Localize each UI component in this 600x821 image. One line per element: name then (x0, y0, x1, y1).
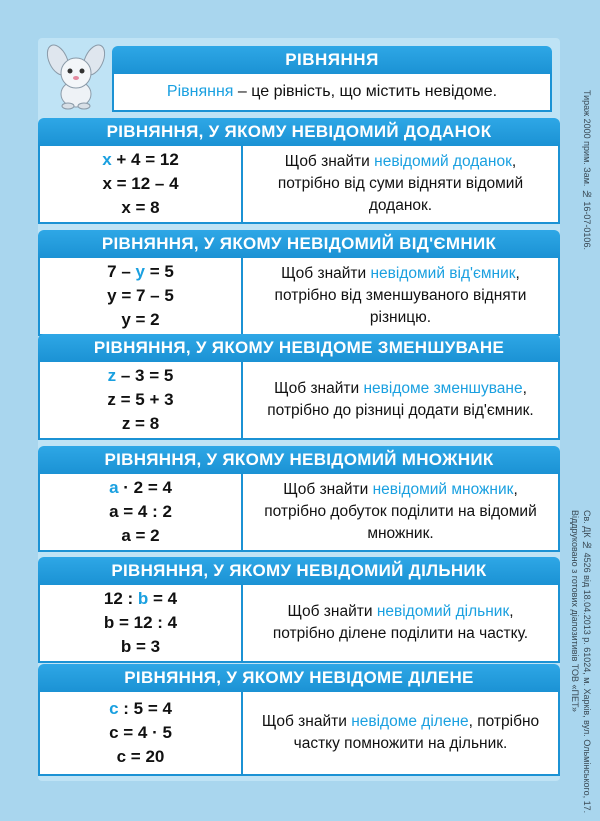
rule-term: невідомий доданок (374, 153, 512, 170)
equation-line: x + 4 = 12 (102, 150, 179, 169)
rule-text: Щоб знайти невідомий дільник, потрібно ділене поділити на частку. (272, 603, 529, 642)
equation-line: y = 7 – 5 (107, 286, 174, 305)
equation-steps (40, 692, 243, 774)
section-unknown-addend (38, 118, 560, 224)
equation-line: b = 3 (120, 637, 161, 656)
imprint-license: Св. ДК № 4526 від 18.04.2013 р. 61024, м. Харків, вул. Ольмінського, 17. (582, 510, 592, 814)
equation-line: b = 12 : 4 (103, 613, 178, 632)
equation-line: c = 20 (116, 747, 165, 766)
section-title: РІВНЯННЯ, У ЯКОМУ НЕВІДОМЕ ЗМЕНШУВАНЕ (38, 334, 560, 362)
equation-line: z = 5 + 3 (107, 390, 174, 409)
definition-text: – це рівність, що містить невідоме. (233, 83, 498, 100)
imprint-printer: Віддруковано з готових діапозитивів ТОВ «ПЕТ» (570, 510, 580, 713)
rule-term: невідомий дільник (376, 603, 510, 620)
section-title: РІВНЯННЯ, У ЯКОМУ НЕВІДОМИЙ ДІЛЬНИК (38, 557, 560, 585)
bunny-mascot-image (44, 40, 108, 110)
rule-term: невідоме зменшуване (363, 380, 523, 397)
equation-line: c = 4 · 5 (109, 723, 172, 742)
definition-term: Рівняння (166, 83, 234, 100)
section-title: РІВНЯННЯ, У ЯКОМУ НЕВІДОМИЙ ВІД'ЄМНИК (38, 230, 560, 258)
equation-steps (40, 362, 243, 438)
section-title: РІВНЯННЯ, У ЯКОМУ НЕВІДОМИЙ МНОЖНИК (38, 446, 560, 474)
imprint (570, 90, 596, 814)
equation-line: a · 2 = 4 (109, 478, 172, 497)
equation-line: y = 2 (121, 310, 160, 329)
section-unknown-subtrahend (38, 230, 560, 336)
rule-text: Щоб знайти невідоме зменшуване, потрібно до різниці додати від'ємник. (267, 380, 534, 419)
equation-line: 7 – y = 5 (107, 262, 174, 281)
imprint-print-run: Тираж 2000 прим. Зам. № 16-07-0106. (582, 90, 592, 250)
equation-line: a = 4 : 2 (109, 502, 172, 521)
section-unknown-factor (38, 446, 560, 552)
section-unknown-dividend (38, 664, 560, 776)
rule-text: Щоб знайти невідомий доданок, потрібно від суми відняти відомий доданок. (277, 153, 524, 214)
equation-line: z = 8 (121, 414, 160, 433)
section-title: РІВНЯННЯ, У ЯКОМУ НЕВІДОМИЙ ДОДАНОК (38, 118, 560, 146)
definition-box (112, 74, 552, 112)
rule-term: невідоме ділене (351, 713, 469, 730)
rule-term: невідомий множник (372, 481, 514, 498)
equation-steps (40, 258, 243, 334)
equation-line: 12 : b = 4 (103, 589, 178, 608)
section-title: РІВНЯННЯ, У ЯКОМУ НЕВІДОМЕ ДІЛЕНЕ (38, 664, 560, 692)
equation-line: a = 2 (121, 526, 160, 545)
equation-steps (40, 585, 243, 661)
page-title: РІВНЯННЯ (112, 46, 552, 74)
section-unknown-divisor (38, 557, 560, 663)
equation-line: x = 12 – 4 (102, 174, 179, 193)
rule-text: Щоб знайти невідомий множник, потрібно добуток поділити на відомий множник. (264, 481, 537, 542)
equation-line: c : 5 = 4 (109, 699, 172, 718)
equation-line: z – 3 = 5 (107, 366, 174, 385)
section-unknown-minuend (38, 334, 560, 440)
equation-steps (40, 146, 243, 222)
rule-term: невідомий від'ємник (370, 265, 516, 282)
equation-line: x = 8 (121, 198, 160, 217)
rule-text: Щоб знайти невідомий від'ємник, потрібно від зменшуваного відняти різницю. (274, 265, 527, 326)
equation-steps (40, 474, 243, 550)
rule-text: Щоб знайти невідоме ділене, потрібно частку помножити на дільник. (261, 713, 540, 752)
